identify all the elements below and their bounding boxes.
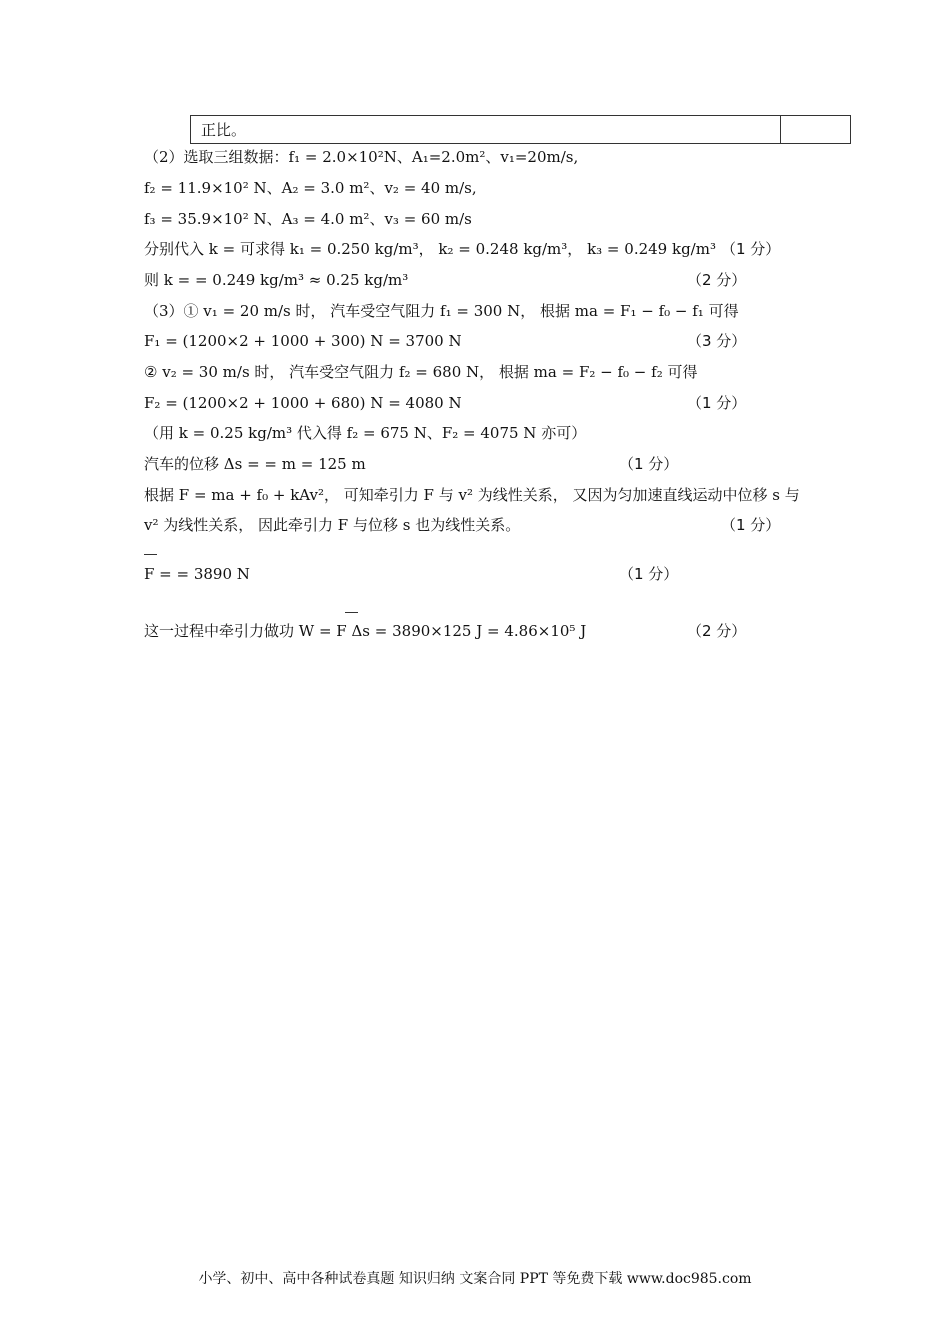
score-label: （2 分） xyxy=(687,271,747,289)
solution-line: （用 k = 0.25 kg/m³ 代入得 f₂ = 675 N、F₂ = 4075 N 亦可） xyxy=(144,424,587,442)
solution-line: f₃ = 35.9×10² N、A₃ = 4.0 m²、v₃ = 60 m/s xyxy=(144,210,472,228)
solution-line: v² 为线性关系， 因此牵引力 F 与位移 s 也为线性关系。 xyxy=(144,516,521,534)
solution-line: F₁ = (1200×2 + 1000 + 300) N = 3700 N xyxy=(144,332,462,350)
solution-line: ② v₂ = 30 m/s 时， 汽车受空气阻力 f₂ = 680 N， 根据 ma = F₂ − f₀ − f₂ 可得 xyxy=(144,363,698,381)
table-cell-text: 正比。 xyxy=(201,121,247,139)
solution-line: f₂ = 11.9×10² N、A₂ = 3.0 m²、v₂ = 40 m/s, xyxy=(144,179,477,197)
score-label: （2 分） xyxy=(687,622,747,640)
score-label: （1 分） xyxy=(721,240,781,258)
score-label: （3 分） xyxy=(687,332,747,350)
page-footer: 小学、初中、高中各种试卷真题 知识归纳 文案合同 PPT 等免费下载 www.doc985.com xyxy=(198,1271,752,1287)
overline-bar xyxy=(345,612,358,613)
solution-line: F₂ = (1200×2 + 1000 + 680) N = 4080 N xyxy=(144,394,462,412)
score-label: （1 分） xyxy=(619,565,679,583)
score-label: （1 分） xyxy=(619,455,679,473)
solution-line: 则 k = = 0.249 kg/m³ ≈ 0.25 kg/m³ xyxy=(144,271,409,289)
solution-line: 分别代入 k = 可求得 k₁ = 0.250 kg/m³， k₂ = 0.248 kg/m³， k₃ = 0.249 kg/m³ xyxy=(144,240,716,258)
score-label: （1 分） xyxy=(687,394,747,412)
score-label: （1 分） xyxy=(721,516,781,534)
answer-table xyxy=(190,115,851,144)
table-cell xyxy=(191,116,781,143)
solution-line: 汽车的位移 Δs = = m = 125 m xyxy=(144,455,366,473)
overline-bar xyxy=(144,554,157,555)
solution-line: 根据 F = ma + f₀ + kAv²， 可知牵引力 F 与 v² 为线性关系， 又因为匀加速直线运动中位移 s 与 xyxy=(144,486,800,504)
solution-line: （2）选取三组数据：f₁ = 2.0×10²N、A₁=2.0m²、v₁=20m/s, xyxy=(144,148,579,166)
solution-line: （3）① v₁ = 20 m/s 时， 汽车受空气阻力 f₁ = 300 N， 根据 ma = F₁ − f₀ − f₁ 可得 xyxy=(144,302,739,320)
solution-line: 这一过程中牵引力做功 W = F Δs = 3890×125 J = 4.86×10⁵ J xyxy=(144,622,587,640)
solution-line: F = = 3890 N xyxy=(144,565,250,583)
